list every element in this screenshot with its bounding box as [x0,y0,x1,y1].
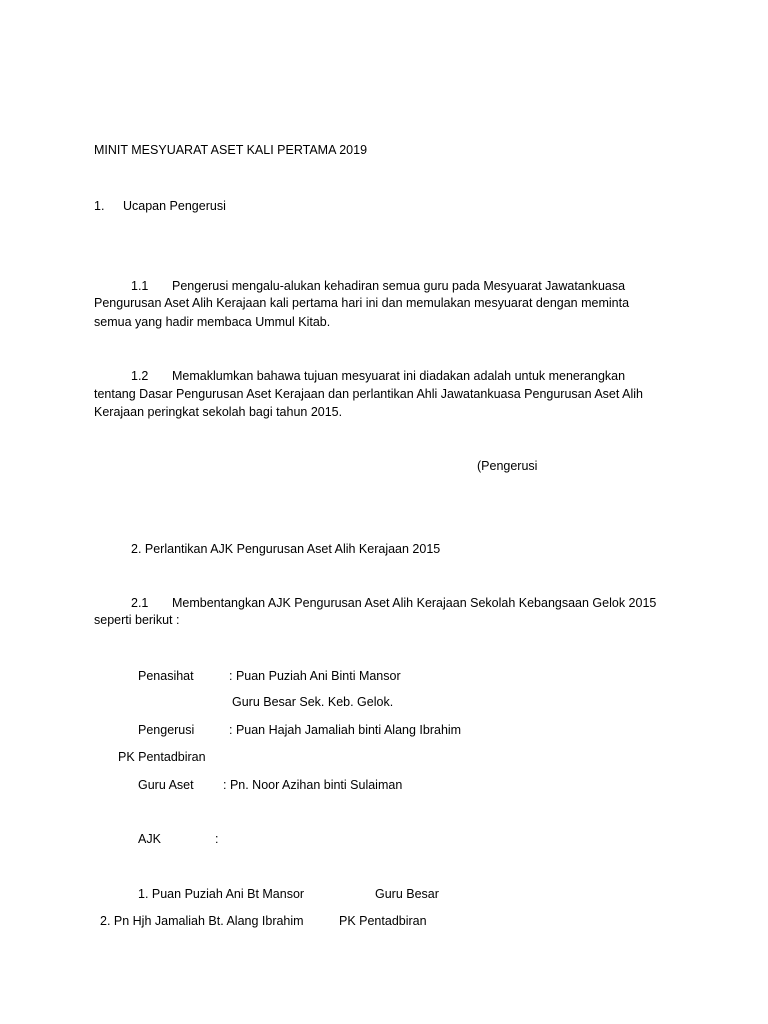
item-1-1-line-1: Pengerusi mengalu-alukan kehadiran semua guru pada Mesyuarat Jawatankuasa [172,279,626,293]
penasihat-title: Guru Besar Sek. Keb. Gelok. [232,695,394,709]
pengerusi-value: : Puan Hajah Jamaliah binti Alang Ibrahim [229,723,462,737]
item-2-1-line-2: seperti berikut : [94,613,180,627]
member-2-position: PK Pentadbiran [339,914,427,928]
document-title: MINIT MESYUARAT ASET KALI PERTAMA 2019 [94,143,368,157]
member-1-position: Guru Besar [375,887,439,901]
item-1-2-number: 1.2 [131,369,149,383]
item-2-1-line-1: Membentangkan AJK Pengurusan Aset Alih Kerajaan Sekolah Kebangsaan Gelok 2015 [172,596,657,610]
item-2-1-number: 2.1 [131,596,149,610]
item-1-1-line-2: Pengurusan Aset Alih Kerajaan kali pertama hari ini dan memulakan mesyuarat dengan meminta [94,296,630,310]
action-by-note: (Pengerusi [477,459,538,473]
member-2-name: 2. Pn Hjh Jamaliah Bt. Alang Ibrahim [100,914,304,928]
item-1-2-line-1: Memaklumkan bahawa tujuan mesyuarat ini diadakan adalah untuk menerangkan [172,369,626,383]
item-1-2-line-3: Kerajaan peringkat sekolah bagi tahun 2015. [94,405,343,419]
ajk-colon: : [215,832,219,846]
guru-aset-value: : Pn. Noor Azihan binti Sulaiman [223,778,403,792]
item-1-1-line-3: semua yang hadir membaca Ummul Kitab. [94,315,331,329]
item-1-1-number: 1.1 [131,279,149,293]
guru-aset-label: Guru Aset [138,778,194,792]
section-1-number: 1. [94,199,105,213]
section-2-heading: 2. Perlantikan AJK Pengurusan Aset Alih Kerajaan 2015 [131,542,441,556]
penasihat-value: : Puan Puziah Ani Binti Mansor [229,669,401,683]
ajk-label: AJK [138,832,161,846]
penasihat-label: Penasihat [138,669,194,683]
member-1-name: 1. Puan Puziah Ani Bt Mansor [138,887,305,901]
pengerusi-title: PK Pentadbiran [118,750,206,764]
section-1-heading: Ucapan Pengerusi [123,199,226,213]
item-1-2-line-2: tentang Dasar Pengurusan Aset Kerajaan dan perlantikan Ahli Jawatankuasa Pengurusan Aset Alih [94,387,643,401]
pengerusi-label: Pengerusi [138,723,195,737]
